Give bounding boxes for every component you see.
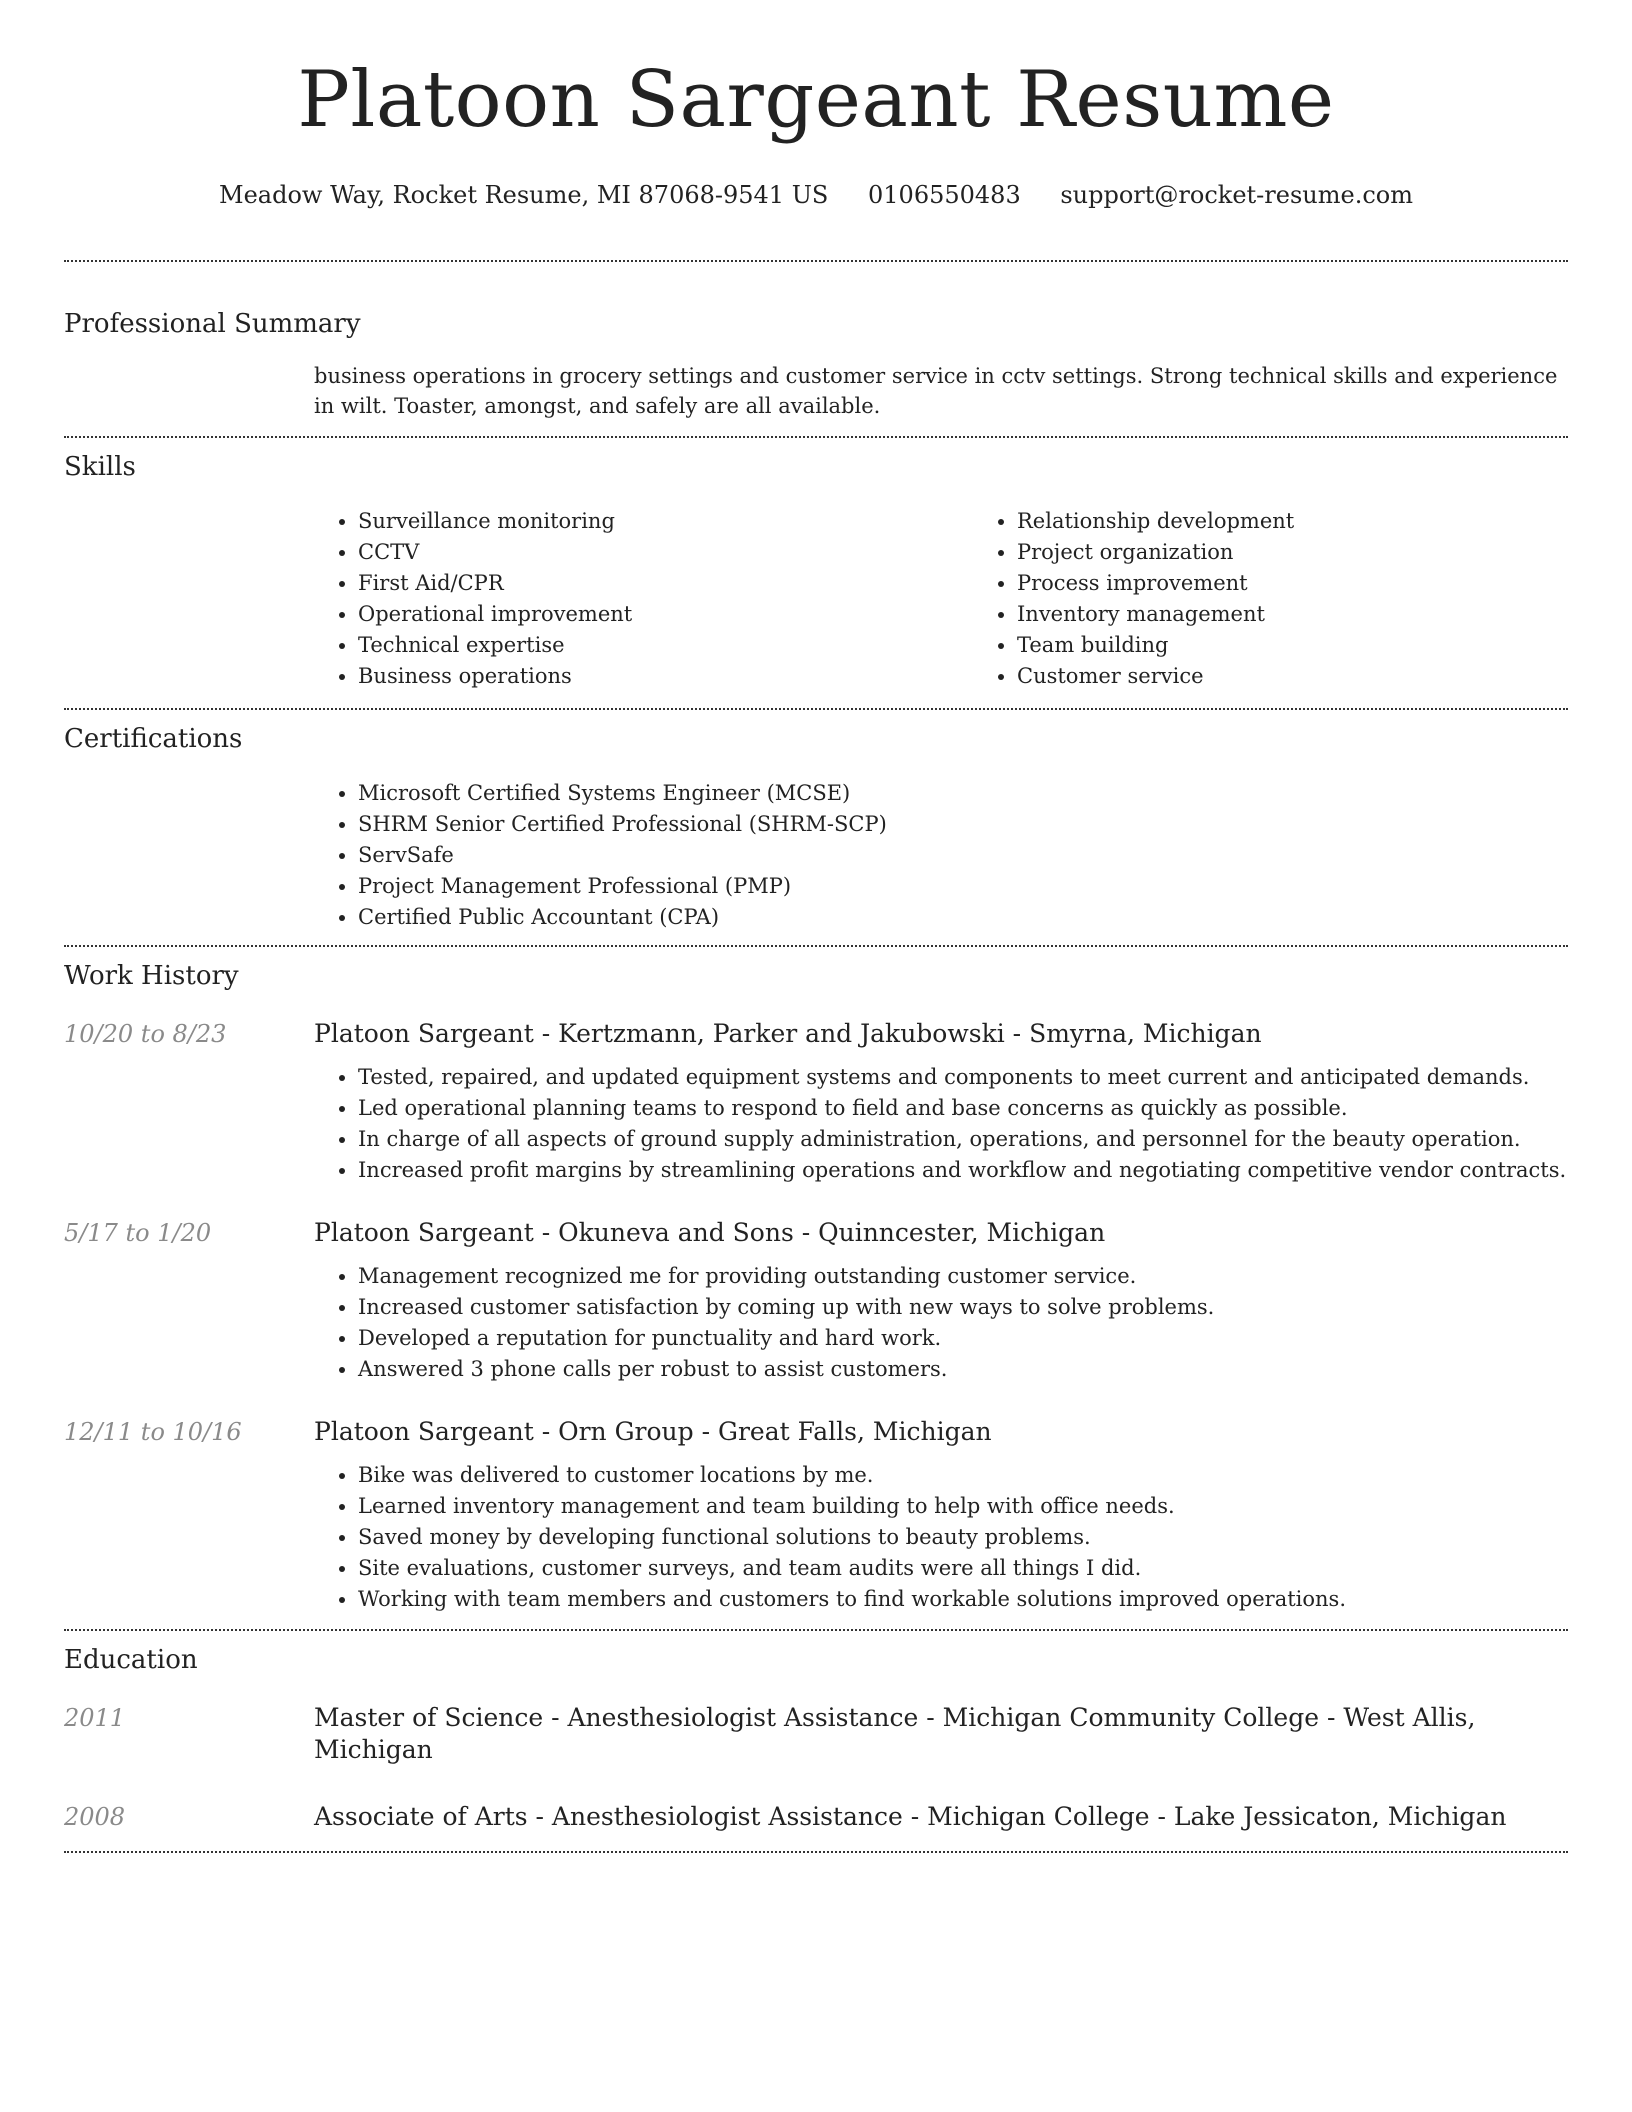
list-item: • CCTV	[358, 537, 973, 568]
skills-spacer	[64, 506, 314, 692]
certifications-content	[314, 778, 1568, 933]
list-item: • Bike was delivered to customer locations by me.	[358, 1460, 1568, 1491]
list-item: • Certified Public Accountant (CPA)	[358, 902, 1568, 933]
divider	[64, 436, 1568, 438]
list-item: • Inventory management	[1017, 599, 1632, 630]
job-content	[314, 1217, 1568, 1385]
resume-title: Platoon Sargeant Resume	[297, 55, 1335, 145]
list-item: • Technical expertise	[358, 630, 973, 661]
list-item: • Customer service	[1017, 661, 1632, 692]
list-item: • Surveillance monitoring	[358, 506, 973, 537]
list-item: • In charge of all aspects of ground supply administration, operations, and personnel for the beauty operation.	[358, 1124, 1568, 1155]
list-item: • Site evaluations, customer surveys, and team audits were all things I did.	[358, 1553, 1568, 1584]
list-item: • Project organization	[1017, 537, 1632, 568]
email: support@rocket-resume.com	[1060, 181, 1413, 209]
education-entry	[64, 1702, 1568, 1766]
certifications-spacer	[64, 778, 314, 933]
list-item: • First Aid/CPR	[358, 568, 973, 599]
list-item: • Business operations	[358, 661, 973, 692]
list-item: • Learned inventory management and team building to help with office needs.	[358, 1491, 1568, 1522]
phone: 0106550483	[868, 181, 1021, 209]
job-dates: 5/17 to 1/20	[64, 1219, 212, 1247]
summary-text: business operations in grocery settings and customer service in cctv settings. Strong technical skills and experience in wilt. Toaster, amongst, and safely are all available.	[314, 364, 1558, 418]
job-title: Platoon Sargeant - Orn Group - Great Falls, Michigan	[314, 1417, 992, 1446]
list-item: • Process improvement	[1017, 568, 1632, 599]
education-entry	[64, 1801, 1568, 1833]
list-item: • Increased profit margins by streamlining operations and workflow and negotiating competitive vendor contracts.	[358, 1155, 1568, 1186]
divider	[64, 945, 1568, 947]
list-item: • Operational improvement	[358, 599, 973, 630]
job-dates: 10/20 to 8/23	[64, 1020, 227, 1048]
list-item: • SHRM Senior Certified Professional (SHRM-SCP)	[358, 809, 1568, 840]
list-item: • Relationship development	[1017, 506, 1632, 537]
list-item: • Increased customer satisfaction by coming up with new ways to solve problems.	[358, 1292, 1568, 1323]
job-content	[314, 1416, 1568, 1615]
list-item: • Saved money by developing functional solutions to beauty problems.	[358, 1522, 1568, 1553]
list-item: • Answered 3 phone calls per robust to assist customers.	[358, 1354, 1568, 1385]
resume-page	[64, 0, 1568, 1853]
section-title-work-history: Work History	[64, 961, 239, 991]
summary-row	[64, 361, 1568, 421]
divider	[64, 708, 1568, 710]
job-title: Platoon Sargeant - Okuneva and Sons - Quinncester, Michigan	[314, 1218, 1106, 1247]
list-item: • Project Management Professional (PMP)	[358, 871, 1568, 902]
list-item: • Led operational planning teams to respond to field and base concerns as quickly as possible.	[358, 1093, 1568, 1124]
section-title-summary: Professional Summary	[64, 309, 361, 339]
education-content	[314, 1702, 1568, 1766]
section-title-education: Education	[64, 1645, 198, 1675]
section-title-certifications: Certifications	[64, 724, 243, 754]
list-item: • Tested, repaired, and updated equipment systems and components to meet current and anticipated demands.	[358, 1062, 1568, 1093]
job-dates: 12/11 to 10/16	[64, 1418, 242, 1446]
list-item: • Developed a reputation for punctuality and hard work.	[358, 1323, 1568, 1354]
education-content	[314, 1801, 1568, 1833]
education-degree: Master of Science - Anesthesiologist Assistance - Michigan Community College - West Allis, Michigan	[314, 1703, 1476, 1764]
job-entry	[64, 1217, 1568, 1385]
certifications-row	[64, 778, 1568, 933]
skills-row	[64, 506, 1568, 692]
skills-list-left	[314, 506, 973, 692]
list-item: • Working with team members and customers to find workable solutions improved operations.	[358, 1584, 1568, 1615]
education-year: 2008	[64, 1803, 126, 1831]
education-degree: Associate of Arts - Anesthesiologist Assistance - Michigan College - Lake Jessicaton, Michigan	[314, 1802, 1507, 1831]
job-content	[314, 1018, 1568, 1186]
certifications-list	[314, 778, 1568, 933]
job-entry	[64, 1018, 1568, 1186]
education-year: 2011	[64, 1704, 126, 1732]
list-item: • Team building	[1017, 630, 1632, 661]
summary-spacer	[64, 361, 314, 421]
job-bullets	[314, 1261, 1568, 1385]
contact-info	[64, 180, 1568, 210]
list-item: • ServSafe	[358, 840, 1568, 871]
list-item: • Microsoft Certified Systems Engineer (MCSE)	[358, 778, 1568, 809]
skills-list-right	[973, 506, 1632, 692]
address: Meadow Way, Rocket Resume, MI 87068-9541 US	[219, 181, 829, 209]
skills-grid	[314, 506, 1632, 692]
job-entry	[64, 1416, 1568, 1615]
job-bullets	[314, 1062, 1568, 1186]
divider	[64, 1851, 1568, 1853]
list-item: • Management recognized me for providing outstanding customer service.	[358, 1261, 1568, 1292]
section-title-skills: Skills	[64, 452, 136, 482]
job-bullets	[314, 1460, 1568, 1615]
divider	[64, 260, 1568, 262]
job-title: Platoon Sargeant - Kertzmann, Parker and Jakubowski - Smyrna, Michigan	[314, 1019, 1262, 1048]
divider	[64, 1629, 1568, 1631]
